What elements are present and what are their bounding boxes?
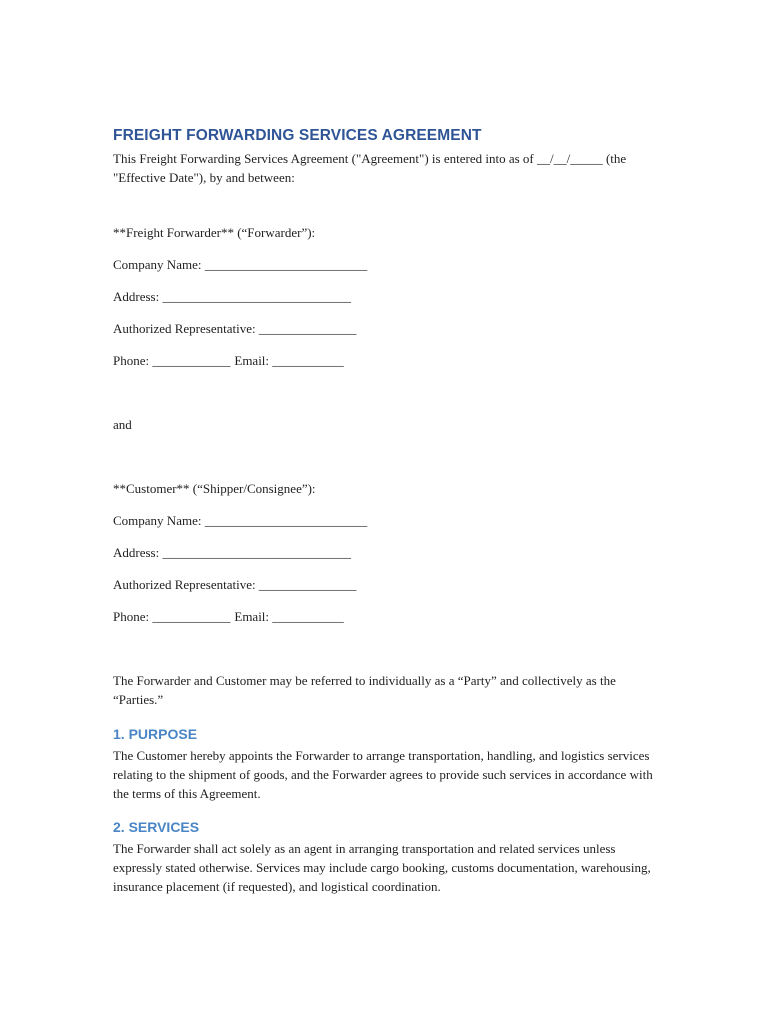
customer-company-name-field: Company Name: _________________________ — [113, 513, 368, 528]
document-title: FREIGHT FORWARDING SERVICES AGREEMENT — [113, 127, 482, 144]
intro-paragraph: This Freight Forwarding Services Agreement ("Agreement") is entered into as of __/__/_____ (the "Effective Date"), by and between: — [113, 151, 627, 185]
customer-address-field: Address: _____________________________ — [113, 545, 351, 560]
customer-block — [113, 479, 663, 626]
document-body — [113, 126, 663, 896]
forwarder-heading: **Freight Forwarder** (“Forwarder”): — [113, 225, 316, 240]
section-heading-purpose: 1. PURPOSE — [113, 726, 198, 742]
forwarder-representative-field: Authorized Representative: _______________ — [113, 321, 357, 336]
forwarder-phone-field: Phone: ____________ — [113, 353, 231, 368]
section-text-services: The Forwarder shall act solely as an agent in arranging transportation and related services unless expressly stated otherwise. Services may include cargo booking, customs documentation, warehousing, insurance placement (if requested), and logistical coordination. — [113, 841, 651, 894]
section-heading-services: 2. SERVICES — [113, 819, 200, 835]
customer-email-field: Email: ___________ — [234, 609, 344, 624]
customer-contact-line — [113, 607, 663, 626]
and-connector: and — [113, 417, 132, 432]
forwarder-address-field: Address: _____________________________ — [113, 289, 351, 304]
customer-heading: **Customer** (“Shipper/Consignee”): — [113, 481, 316, 496]
forwarder-block — [113, 223, 663, 370]
forwarder-contact-line — [113, 351, 663, 370]
customer-phone-field: Phone: ____________ — [113, 609, 231, 624]
forwarder-email-field: Email: ___________ — [234, 353, 344, 368]
section-text-purpose: The Customer hereby appoints the Forwarder to arrange transportation, handling, and logistics services relating to the shipment of goods, and the Forwarder agrees to provide such services in accordance with the terms of this Agreement. — [113, 748, 653, 801]
forwarder-company-name-field: Company Name: _________________________ — [113, 257, 368, 272]
parties-definition: The Forwarder and Customer may be referred to individually as a “Party” and collectively as the “Parties.” — [113, 673, 616, 707]
customer-representative-field: Authorized Representative: _______________ — [113, 577, 357, 592]
